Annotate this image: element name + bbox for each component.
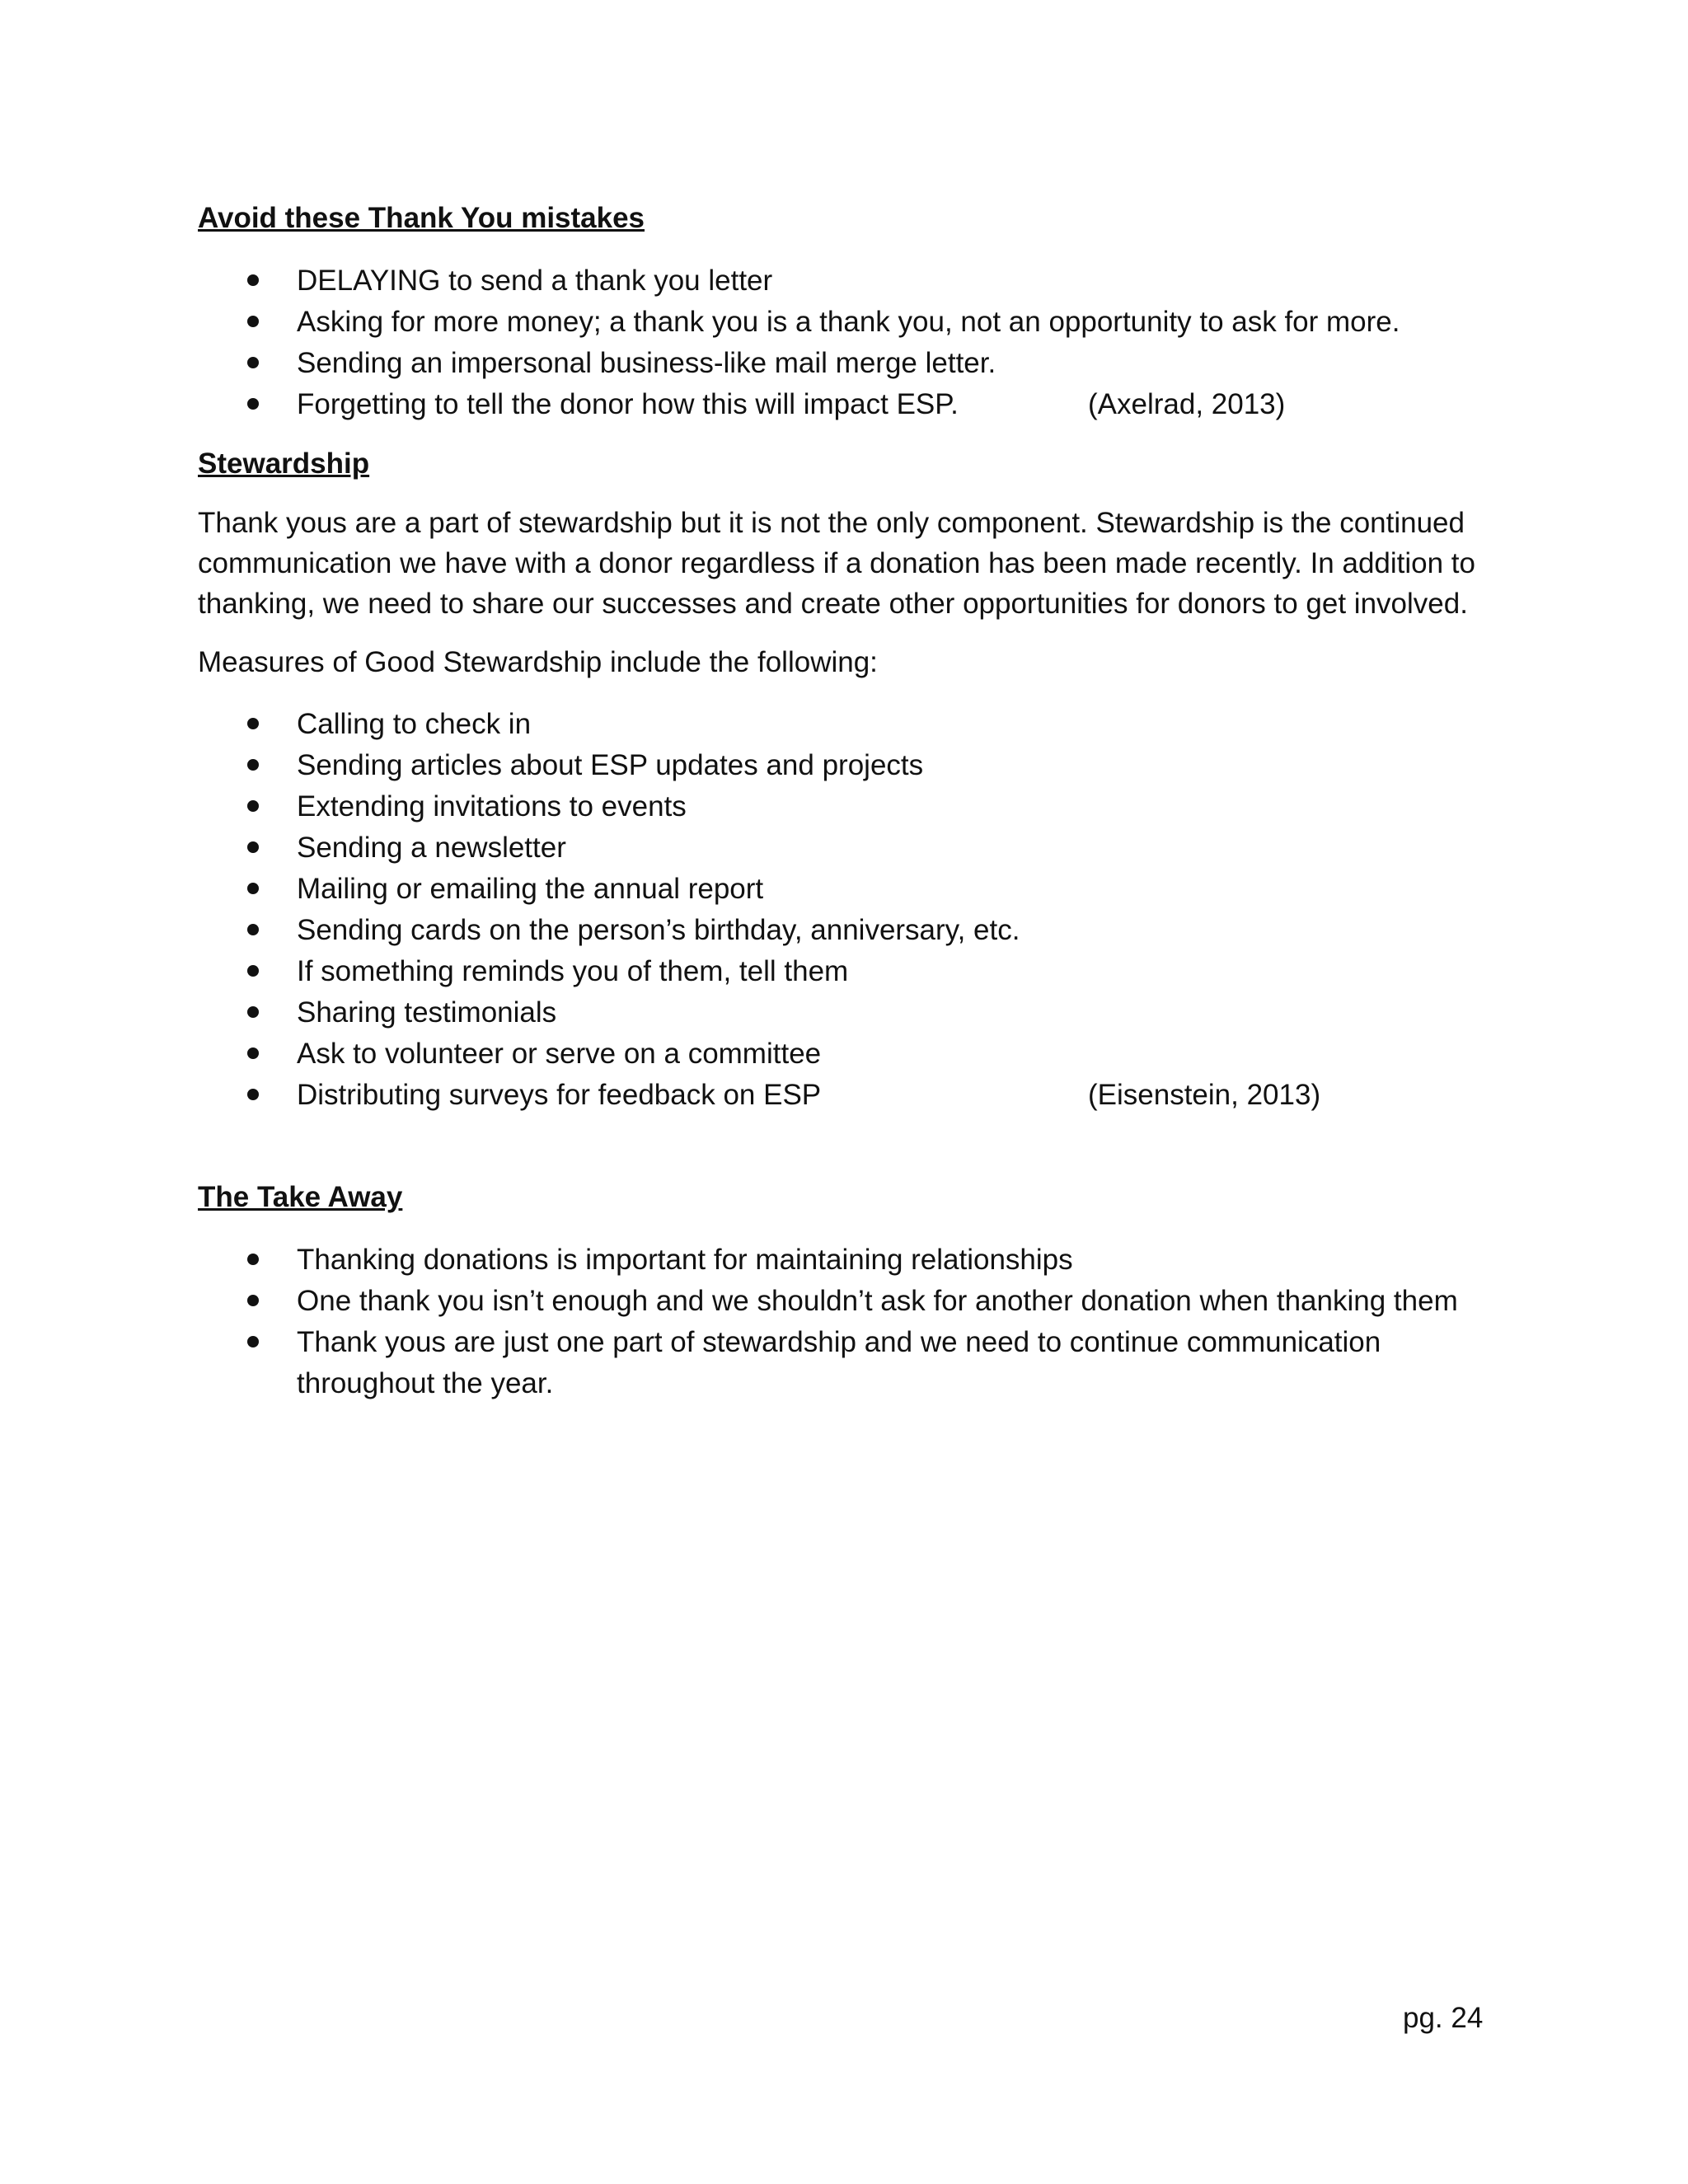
list-item [198, 260, 1500, 302]
bullet-icon [247, 1336, 259, 1347]
bullet-icon [247, 1006, 259, 1018]
bullet-icon [247, 1295, 259, 1306]
list-item-text: Thank yous are just one part of stewardship and we need to continue communication throughout the year. [297, 1326, 1381, 1399]
stewardship-intro: Measures of Good Stewardship include the following: [198, 646, 878, 678]
takeaway-list [198, 1240, 1500, 1404]
list-item-text: Sending an impersonal business-like mail merge letter. [297, 347, 996, 379]
list-item [198, 1322, 1500, 1404]
list-item-text: Calling to check in [297, 708, 532, 740]
bullet-icon [247, 1254, 259, 1265]
list-item [198, 343, 1500, 384]
list-item [198, 745, 1500, 786]
list-item [198, 704, 1500, 745]
section-heading-takeaway: The Take Away [198, 1181, 403, 1213]
list-item-text: Asking for more money; a thank you is a thank you, not an opportunity to ask for more. [297, 306, 1400, 338]
list-item [198, 910, 1500, 951]
bullet-icon [247, 965, 259, 977]
bullet-icon [247, 357, 259, 368]
bullet-icon [247, 759, 259, 771]
list-item [198, 951, 1500, 992]
bullet-icon [247, 1047, 259, 1059]
list-item [198, 302, 1500, 343]
list-item-text: Ask to volunteer or serve on a committee [297, 1038, 822, 1070]
section-heading-stewardship: Stewardship [198, 448, 370, 480]
stewardship-list [198, 704, 1500, 1116]
stewardship-paragraph: Thank yous are a part of stewardship but it is not the only component. Stewardship is the continued communication we have with a donor regardless if a donation has been made recently. In addition to thanking, we need to share our successes and create other opportunities for donors to get involved. [198, 507, 1475, 620]
list-item-text: Sending a newsletter [297, 832, 566, 864]
page-content [198, 198, 1500, 1404]
bullet-icon [247, 1089, 259, 1100]
bullet-icon [247, 841, 259, 853]
section-heading-mistakes: Avoid these Thank You mistakes [198, 202, 645, 234]
list-item [198, 1033, 1500, 1075]
list-item-text: Thanking donations is important for maintaining relationships [297, 1244, 1073, 1276]
bullet-icon [247, 398, 259, 410]
list-item-text: Forgetting to tell the donor how this will impact ESP. [297, 388, 959, 420]
list-item-text: Sharing testimonials [297, 996, 557, 1029]
list-item-text: If something reminds you of them, tell them [297, 955, 849, 987]
bullet-icon [247, 800, 259, 812]
bullet-icon [247, 274, 259, 286]
list-item [198, 384, 1500, 425]
bullet-icon [247, 316, 259, 327]
list-item [198, 869, 1500, 910]
bullet-icon [247, 924, 259, 935]
list-item-text: DELAYING to send a thank you letter [297, 265, 773, 297]
citation: (Eisenstein, 2013) [1088, 1079, 1321, 1111]
list-item [198, 1240, 1500, 1281]
list-item-text: Mailing or emailing the annual report [297, 873, 764, 905]
list-item-text: Sending articles about ESP updates and projects [297, 749, 924, 781]
list-item-text: One thank you isn’t enough and we shouldn’t ask for another donation when thanking them [297, 1285, 1458, 1317]
list-item [198, 827, 1500, 869]
list-item-text: Sending cards on the person’s birthday, anniversary, etc. [297, 914, 1020, 946]
page-number: pg. 24 [1403, 2002, 1484, 2034]
list-item [198, 1281, 1500, 1322]
list-item-text: Distributing surveys for feedback on ESP [297, 1079, 822, 1111]
list-item [198, 992, 1500, 1033]
list-item [198, 1075, 1500, 1116]
citation: (Axelrad, 2013) [1088, 388, 1286, 420]
list-item [198, 786, 1500, 827]
bullet-icon [247, 883, 259, 894]
bullet-icon [247, 718, 259, 729]
mistakes-list [198, 260, 1500, 425]
list-item-text: Extending invitations to events [297, 790, 687, 823]
